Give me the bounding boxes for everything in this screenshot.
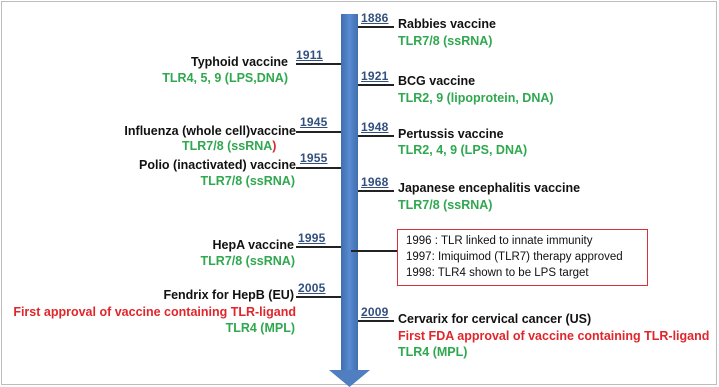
vaccine-name: Influenza (whole cell)vaccine xyxy=(124,124,296,138)
vaccine-name: HepA vaccine xyxy=(212,238,294,252)
tlr-ligand: TLR4 (MPL) xyxy=(398,345,468,359)
tlr-ligand: TLR7/8 (ssRNA) xyxy=(398,34,493,48)
connector-line xyxy=(296,167,341,169)
approval-note: First FDA approval of vaccine containing TLR-ligand xyxy=(398,329,710,343)
box-line: 1997: Imiquimod (TLR7) therapy approved xyxy=(406,251,623,263)
tlr-ligand: TLR4, 5, 9 (LPS,DNA) xyxy=(162,71,288,85)
connector-line xyxy=(358,135,394,137)
tlr-ligand: TLR2, 9 (lipoprotein, DNA) xyxy=(398,91,554,105)
box-line: 1996 : TLR linked to innate immunity xyxy=(406,235,593,247)
year-label: 1955 xyxy=(300,151,328,165)
connector-line xyxy=(296,246,341,248)
tlr-ligand: TLR4 (MPL) xyxy=(225,321,295,335)
vaccine-name: Rabbies vaccine xyxy=(398,17,496,31)
year-label: 2009 xyxy=(361,305,389,319)
vaccine-name: Polio (inactivated) vaccine xyxy=(139,158,296,172)
year-label: 1948 xyxy=(361,120,389,134)
connector-line xyxy=(358,26,394,28)
vaccine-name: Fendrix for HepB (EU) xyxy=(163,288,294,302)
connector-line xyxy=(358,190,394,192)
tlr-ligand: TLR7/8 (ssRNA) xyxy=(398,198,493,212)
year-label: 2005 xyxy=(298,281,326,295)
connector-line xyxy=(358,320,394,322)
connector-line xyxy=(296,63,341,65)
tlr-discovery-box xyxy=(397,229,648,286)
year-label: 1911 xyxy=(296,48,323,62)
tlr-ligand: TLR7/8 (ssRNA) xyxy=(200,174,295,188)
year-label: 1945 xyxy=(300,115,328,129)
connector-line xyxy=(296,131,341,133)
arrow-head xyxy=(329,370,370,387)
year-label: 1968 xyxy=(361,175,389,189)
vaccine-name: Pertussis vaccine xyxy=(398,127,504,141)
connector-line xyxy=(358,84,394,86)
year-label: 1886 xyxy=(361,11,389,25)
tlr-ligand: TLR7/8 (ssRNA) xyxy=(200,254,295,268)
approval-note: First approval of vaccine containing TLR-ligand xyxy=(13,305,296,319)
vaccine-name: BCG vaccine xyxy=(398,74,476,88)
vaccine-name: Cervarix for cervical cancer (US) xyxy=(398,312,592,326)
tlr-ligand: TLR7/8 (ssRNA) xyxy=(182,139,277,153)
connector-line xyxy=(296,296,341,298)
box-connector-line xyxy=(351,250,397,252)
year-label: 1921 xyxy=(361,69,389,83)
vaccine-name: Typhoid vaccine xyxy=(190,55,288,69)
vaccine-name: Japanese encephalitis vaccine xyxy=(398,181,581,195)
box-line: 1998: TLR4 shown to be LPS target xyxy=(406,267,589,279)
arrow-shaft xyxy=(341,14,358,371)
year-label: 1995 xyxy=(298,231,326,245)
tlr-ligand: TLR2, 4, 9 (LPS, DNA) xyxy=(398,143,528,157)
